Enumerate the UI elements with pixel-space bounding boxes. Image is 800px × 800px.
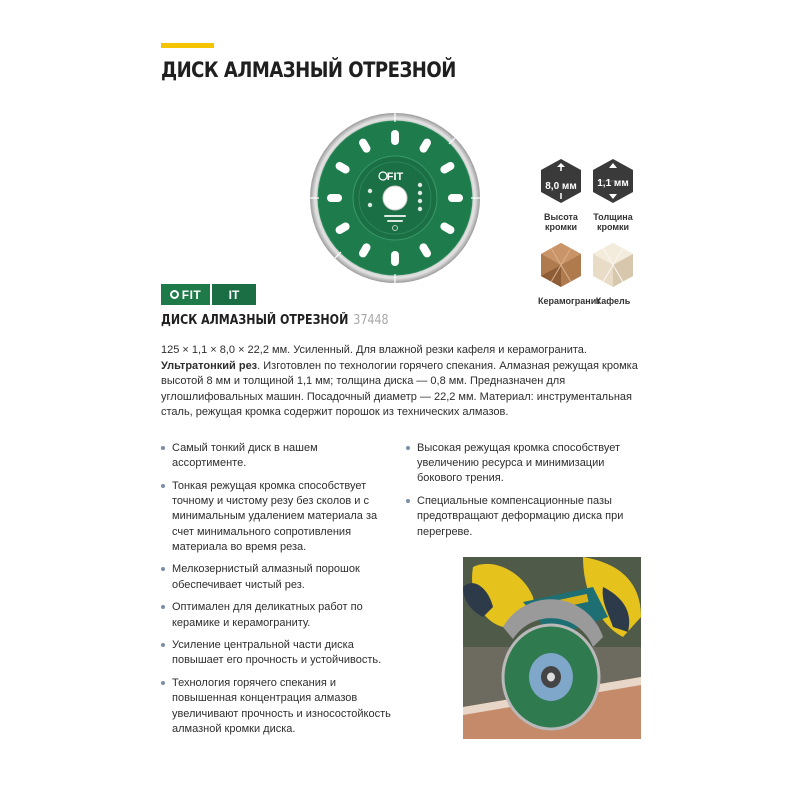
features-right-list <box>406 441 638 547</box>
spec-porcelain <box>538 242 601 306</box>
feature-item: Технология горячего спекания и повышенная концентрация алмазов увеличивают прочность и износостойкость алмазной кромки диска. <box>161 676 393 737</box>
edge-thickness-icon <box>590 158 636 204</box>
porcelain-caption: Керамогранит <box>538 296 601 306</box>
spec-edge-thickness <box>590 158 636 232</box>
feature-item: Тонкая режущая кромка способствует точному и чистому резу без сколов и с минимальным удалением материала за счет минимального сопротивления материала во время реза. <box>161 479 393 555</box>
feature-item: Высокая режущая кромка способствует увеличению ресурса и минимизации бокового трения. <box>406 441 638 487</box>
edge-height-value: 8,0 мм <box>545 181 577 192</box>
diamond-disc-image <box>310 113 480 283</box>
brand-logo-icon <box>170 290 179 299</box>
product-name: ДИСК АЛМАЗНЫЙ ОТРЕЗНОЙ <box>161 313 349 328</box>
usage-photo <box>463 557 641 739</box>
spec-ceramic <box>590 242 636 306</box>
description-part2: . Изготовлен по технологии горячего спекания. Алмазная режущая кромка высотой 8 мм и толщиной 1,1 мм; толщина диска — 0,8 мм. Предназначен для углошлифовальных машин. Посадочный диаметр — 22,2 мм. Материал: инструментальная сталь, режущая кромка содержит порошок из технических алмазов. <box>161 359 638 418</box>
brand-logo <box>161 284 210 305</box>
description-bold: Ультратонкий рез <box>161 359 258 372</box>
feature-item: Специальные компенсационные пазы предотвращают деформацию диска при перегреве. <box>406 494 638 540</box>
brand-code: IT <box>212 284 256 305</box>
edge-thickness-caption: Толщина кромки <box>593 212 633 232</box>
features-left-list <box>161 441 393 744</box>
diamond-disc-svg <box>310 113 480 283</box>
edge-height-caption: Высота кромки <box>544 212 578 232</box>
description-part1: 125 × 1,1 × 8,0 × 22,2 мм. Усиленный. Для влажной резки кафеля и керамогранита. <box>161 344 587 356</box>
brand-badge <box>161 284 256 305</box>
disc-logo-text: FIT <box>386 171 404 183</box>
feature-item: Самый тонкий диск в нашем ассортименте. <box>161 441 393 471</box>
ceramic-tile-icon <box>590 242 636 288</box>
edge-height-icon <box>538 158 584 204</box>
ceramic-caption: Кафель <box>595 296 631 306</box>
porcelain-tile-icon <box>538 242 584 288</box>
title-accent-bar <box>161 43 214 48</box>
grinder-cutting-illustration <box>463 557 641 739</box>
edge-thickness-value: 1,1 мм <box>597 178 629 189</box>
product-description <box>161 343 641 421</box>
product-code: 37448 <box>353 313 389 328</box>
brand-logo-text: FIT <box>181 287 202 302</box>
feature-item: Оптимален для деликатных работ по керамике и керамограниту. <box>161 600 393 630</box>
feature-item: Усиление центральной части диска повышает его прочность и устойчивость. <box>161 638 393 668</box>
product-heading <box>161 313 389 328</box>
spec-edge-height <box>538 158 584 232</box>
feature-item: Мелкозернистый алмазный порошок обеспечивает чистый рез. <box>161 562 393 592</box>
page-title: ДИСК АЛМАЗНЫЙ ОТРЕЗНОЙ <box>161 58 456 82</box>
